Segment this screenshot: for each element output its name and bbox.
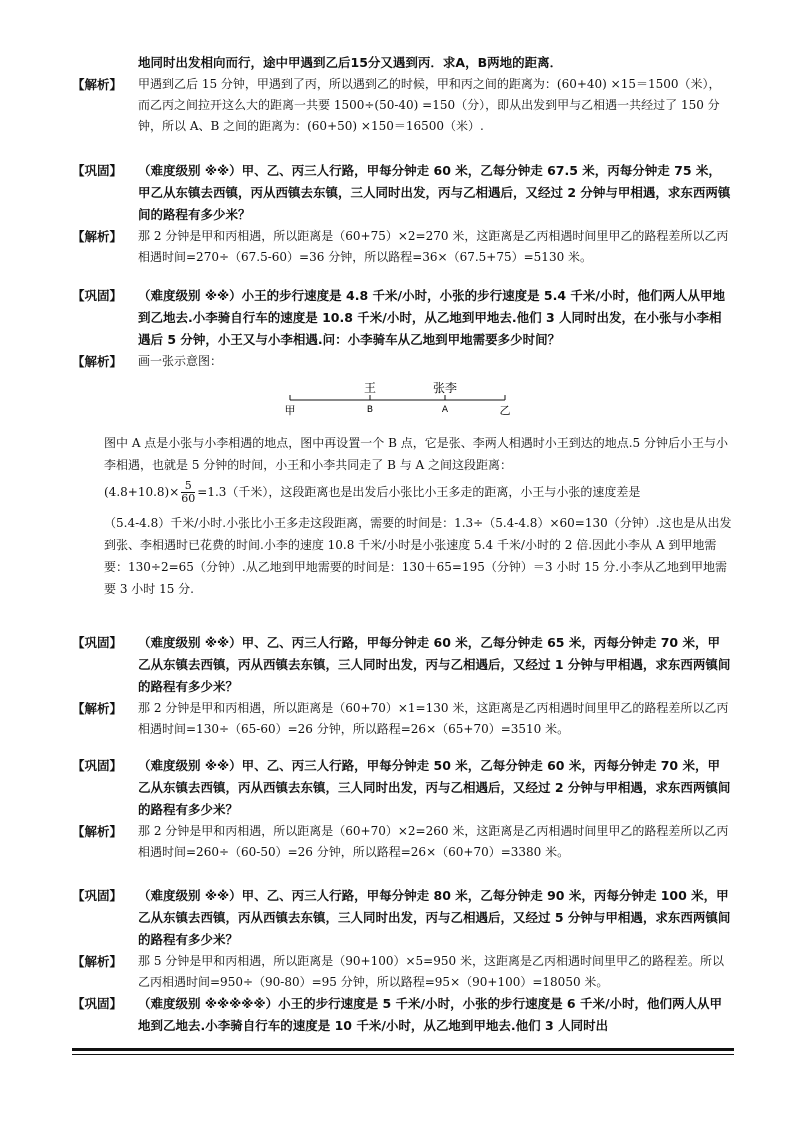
- problem-block-1: [72, 160, 732, 268]
- analysis-text: 那 2 分钟是甲和丙相遇，所以距离是（60+75）×2=270 米，这距离是乙丙相遇时间里甲乙的路程差所以乙丙相遇时间=270÷（67.5-60）=36 分钟，所以路程=36×（67.5+75）=5130 米。: [138, 229, 729, 264]
- question-text: （难度级别 ※※）甲、乙、丙三人行路，甲每分钟走 60 米，乙每分钟走 65 米，丙每分钟走 70 米，甲乙从东镇去西镇，丙从西镇去东镇，三人同时出发，丙与乙相遇后，又经过 1 分钟与甲相遇，求东西两镇间的路程有多少米？: [138, 635, 731, 694]
- analysis-text: 那 2 分钟是甲和丙相遇，所以距离是（60+70）×1=130 米，这距离是乙丙相遇时间里甲乙的路程差所以乙丙相遇时间=130÷（65-60）=26 分钟，所以路程=26×（65+70）=3510 米。: [138, 701, 729, 736]
- analysis-paragraph-1: 图中 A 点是小张与小李相遇的地点，图中再设置一个 B 点，它是张、李两人相遇时小王到达的地点.5 分钟后小王与小李相遇，也就是 5 分钟的时间，小王和小李共同走了 B 与 A 之间这段距离：: [104, 436, 729, 472]
- label-right: 乙: [499, 404, 511, 417]
- footer-rule-thick: [72, 1048, 734, 1051]
- line-diagram: [285, 380, 515, 425]
- analysis-formula-line: [104, 478, 734, 506]
- label-a: A: [441, 405, 449, 415]
- consolidate-tag: 【巩固】: [72, 288, 123, 303]
- analysis-intro: 画一张示意图：: [138, 354, 223, 368]
- problem-block-2: [72, 285, 732, 373]
- fraction-numerator: 5: [181, 480, 195, 493]
- analysis-text: 甲遇到乙后 15 分钟，甲遇到了丙，所以遇到乙的时候，甲和丙之间的距离为：(60+40) ×15＝1500（米），而乙丙之间拉开这么大的距离一共要 1500÷(50-40) =150（分），即从出发到甲与乙相遇一共经过了 150 分钟，所以 A、B 之间的距离为：(60+50) ×150＝16500（米）.: [138, 77, 721, 133]
- label-b: B: [366, 405, 374, 415]
- problem-block-5: [72, 885, 732, 1037]
- question-text: （难度级别 ※※）甲、乙、丙三人行路，甲每分钟走 80 米，乙每分钟走 90 米，丙每分钟走 100 米，甲乙从东镇去西镇，丙从西镇去东镇，三人同时出发，丙与乙相遇后，又经过 5 分钟与甲相遇，求东西两镇间的路程有多少米？: [138, 888, 731, 947]
- diagram-svg: [285, 380, 515, 425]
- label-wang: 王: [363, 381, 377, 395]
- analysis-tag: 【解析】: [72, 354, 123, 369]
- consolidate-tag: 【巩固】: [72, 635, 123, 650]
- question-text: （难度级别 ※※）小王的步行速度是 4.8 千米/小时，小张的步行速度是 5.4 千米/小时，他们两人从甲地到乙地去.小李骑自行车的速度是 10.8 千米/小时，从乙地到甲地去.他们 3 人同时出发，在小张与小李相遇后 5 分钟，小王又与小李相遇.问：小李骑车从乙地到甲地需要多少时间？: [138, 288, 725, 347]
- consolidate-tag: 【巩固】: [72, 163, 123, 178]
- consolidate-tag: 【巩固】: [72, 758, 123, 773]
- analysis-tag: 【解析】: [72, 824, 123, 839]
- analysis-paragraph-2: （5.4-4.8）千米/小时.小张比小王多走这段距离，需要的时间是：1.3÷（5.4-4.8）×60=130（分钟）.这也是从出发到张、李相遇时已花费的时间.小李的速度 10.8 千米/小时是小张速度 5.4 千米/小时的 2 倍.因此小李从 A 到甲地需要：130÷2=65（分钟）.从乙地到甲地需要的时间是：130＋65=195（分钟）＝3 小时 15 分.小李从乙地到甲地需要 3 小时 15 分.: [104, 516, 732, 596]
- question-text: （难度级别 ※※）甲、乙、丙三人行路，甲每分钟走 50 米，乙每分钟走 60 米，丙每分钟走 70 米，甲乙从东镇去西镇，丙从西镇去东镇，三人同时出发，丙与乙相遇后，又经过 2 分钟与甲相遇，求东西两镇间的路程有多少米？: [138, 758, 731, 817]
- analysis-tag: 【解析】: [72, 701, 123, 716]
- formula-left: (4.8+10.8)×: [104, 485, 180, 499]
- consolidate-tag: 【巩固】: [72, 996, 123, 1011]
- analysis-tag: 【解析】: [72, 77, 123, 92]
- fraction: [181, 480, 195, 505]
- consolidate-tag: 【巩固】: [72, 888, 123, 903]
- problem-block-3: [72, 632, 732, 740]
- analysis-tag: 【解析】: [72, 954, 123, 969]
- analysis-text: 那 2 分钟是甲和丙相遇，所以距离是（60+70）×2=260 米，这距离是乙丙相遇时间里甲乙的路程差所以乙丙相遇时间=260÷（60-50）=26 分钟，所以路程=26×（60+70）=3380 米。: [138, 824, 729, 859]
- problem-block-4: [72, 755, 732, 863]
- problem-block-0: [72, 52, 732, 137]
- analysis-text: 那 5 分钟是甲和丙相遇，所以距离是（90+100）×5=950 米，这距离是乙丙相遇时间里甲乙的路程差。所以乙丙相遇时间=950÷（90-80）=95 分钟，所以路程=95×（90+100）=18050 米。: [138, 954, 724, 989]
- label-zhangli: 张李: [432, 381, 458, 395]
- footer-rule-thin: [72, 1054, 734, 1055]
- formula-right: =1.3（千米），这段距离也是出发后小张比小王多走的距离，小王与小张的速度差是: [197, 485, 641, 499]
- question-continuation: 地同时出发相向而行，途中甲遇到乙后15分又遇到丙．求A，B两地的距离．: [138, 55, 563, 70]
- label-left: 甲: [285, 404, 296, 417]
- fraction-denominator: 60: [181, 492, 196, 505]
- question-text: （难度级别 ※※※※※）小王的步行速度是 5 千米/小时，小张的步行速度是 6 千米/小时，他们两人从甲地到乙地去.小李骑自行车的速度是 10 千米/小时，从乙地到甲地去.他们 3 人同时出: [138, 996, 723, 1033]
- question-text: （难度级别 ※※）甲、乙、丙三人行路，甲每分钟走 60 米，乙每分钟走 67.5 米，丙每分钟走 75 米，甲乙从东镇去西镇，丙从西镇去东镇，三人同时出发，丙与乙相遇后，又经过 2 分钟与甲相遇，求东西两镇间的路程有多少米？: [138, 163, 731, 222]
- analysis-tag: 【解析】: [72, 229, 123, 244]
